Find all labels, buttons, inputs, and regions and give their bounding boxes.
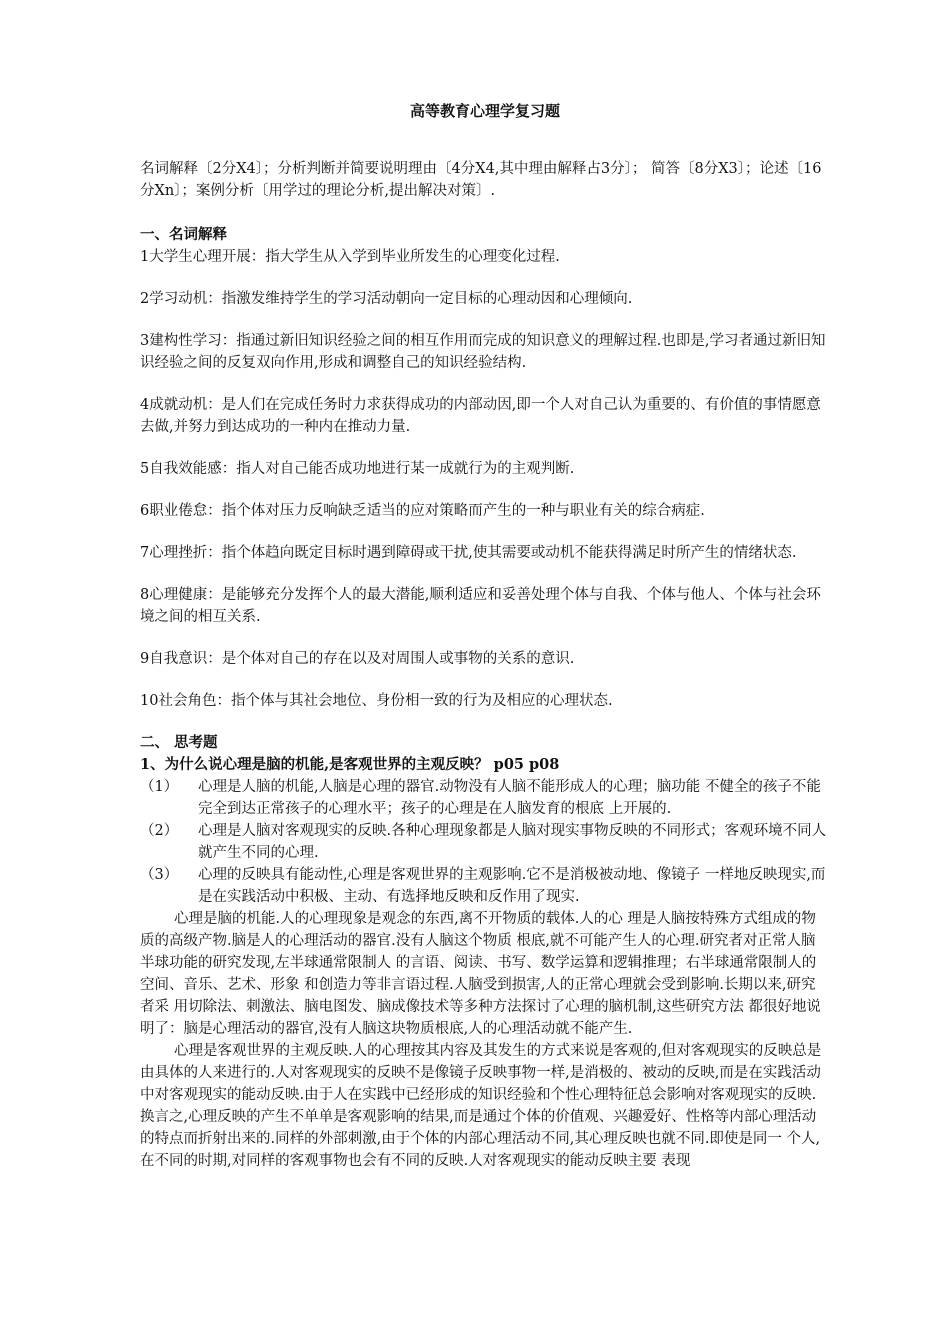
answer-point-number: （1） — [140, 779, 179, 795]
answer-point — [140, 864, 830, 908]
definition-item: 4成就动机：是人们在完成任务时力求获得成功的内部动因,即一个人对自己认为重要的、有价值的事情愿意去做,并努力到达成功的一种内在推动力量. — [140, 397, 821, 435]
answer-point-number: （2） — [140, 823, 179, 839]
section-definitions — [140, 224, 830, 712]
definition-item: 3建构性学习：指通过新旧知识经验之间的相互作用而完成的知识意义的理解过程.也即是,学习者通过新旧知识经验之间的反复双向作用,形成和调整自己的知识经验结构. — [140, 333, 826, 371]
body-paragraph: 心理是客观世界的主观反映.人的心理按其内容及其发生的方式来说是客观的,但对客观现实的反映总是由具体的人来进行的.人对客观现实的反映不是像镜子反映事物一样,是消极的、被动的反映,而是在实践活动中对客观现实的能动反映.由于人在实践中已经形成的知识经验和个性心理特征总会影响对客观现实的反映.换言之,心理反映的产生不单单是客观影响的结果,而是通过个体的价值观、兴趣爱好、性格等内部心理活动的特点而折射出来的.同样的外部刺激,由于个体的内部心理活动不同,其心理反映也就不同.即使是同一 个人,在不同的时期,对同样的客观事物也会有不同的反映.人对客观现实的能动反映主要 表现 — [140, 1043, 822, 1169]
answer-point — [140, 776, 830, 820]
definition-item: 8心理健康：是能够充分发挥个人的最大潜能,顺利适应和妥善处理个体与自我、个体与他人、个体与社会环境之间的相互关系. — [140, 587, 821, 625]
section-questions — [140, 732, 830, 1172]
definition-item: 6职业倦怠：指个体对压力反响缺乏适当的应对策略而产生的一种与职业有关的综合病症. — [140, 503, 705, 519]
answer-point-number: （3） — [140, 867, 179, 883]
section-heading-questions: 二、 思考题 — [140, 734, 218, 751]
answer-point — [140, 820, 830, 864]
answer-point-text: 心理的反映具有能动性,心理是客观世界的主观影响.它不是消极被动地、像镜子 一样地反映现实,而是在实践活动中积极、主动、有选择地反映和反作用了现实. — [198, 867, 826, 905]
document-title: 高等教育心理学复习题 — [409, 102, 560, 120]
definition-item: 10社会角色：指个体与其社会地位、身份相一致的行为及相应的心理状态. — [140, 693, 613, 709]
question-title: 1、为什么说心理是脑的机能,是客观世界的主观反映？ p05 p08 — [140, 756, 560, 773]
definition-item: 1大学生心理开展：指大学生从入学到毕业所发生的心理变化过程. — [140, 249, 560, 265]
definition-item: 9自我意识：是个体对自己的存在以及对周围人或事物的关系的意识. — [140, 651, 575, 667]
answer-point-text: 心理是人脑对客观现实的反映.各种心理现象都是人脑对现实事物反映的不同形式；客观环境不同人就产生不同的心理. — [198, 823, 827, 861]
body-paragraph: 心理是脑的机能.人的心理现象是观念的东西,离不开物质的载体.人的心 理是人脑按特殊方式组成的物质的高级产物.脑是人的心理活动的器官.没有人脑这个物质 根底,就不可能产生人的心理.研究者对正常人脑半球功能的研究发现,左半球通常限制人 的言语、阅读、书写、数学运算和逻辑推理；右半球通常限制人的空间、音乐、艺术、形象 和创造力等非言语过程.人脑受到损害,人的正常心理就会受到影响.长期以来,研究者采 用切除法、刺激法、脑电图发、脑成像技术等多种方法探讨了心理的脑机制,这些研究方法 都很好地说明了：脑是心理活动的器官,没有人脑这块物质根底,人的心理活动就不能产生. — [140, 911, 821, 1037]
definition-item: 7心理挫折：指个体趋向既定目标时遇到障碍或干扰,使其需要或动机不能获得满足时所产生的情绪状态. — [140, 545, 797, 561]
exam-format-intro: 名词解释〔2分X4〕；分析判断并简要说明理由〔4分X4,其中理由解释占3分〕； 简答〔8分X3〕；论述〔16分Xn〕；案例分析〔用学过的理论分析,提出解决对策〕. — [140, 161, 822, 199]
definition-item: 2学习动机：指激发维持学生的学习活动朝向一定目标的心理动因和心理倾向. — [140, 291, 633, 307]
definition-item: 5自我效能感：指人对自己能否成功地进行某一成就行为的主观判断. — [140, 461, 575, 477]
answer-point-text: 心理是人脑的机能,人脑是心理的器官.动物没有人脑不能形成人的心理；脑功能 不健全的孩子不能完全到达正常孩子的心理水平；孩子的心理是在人脑发育的根底 上开展的. — [198, 779, 821, 817]
document-page — [140, 100, 830, 1172]
section-heading-definitions: 一、名词解释 — [140, 226, 227, 243]
